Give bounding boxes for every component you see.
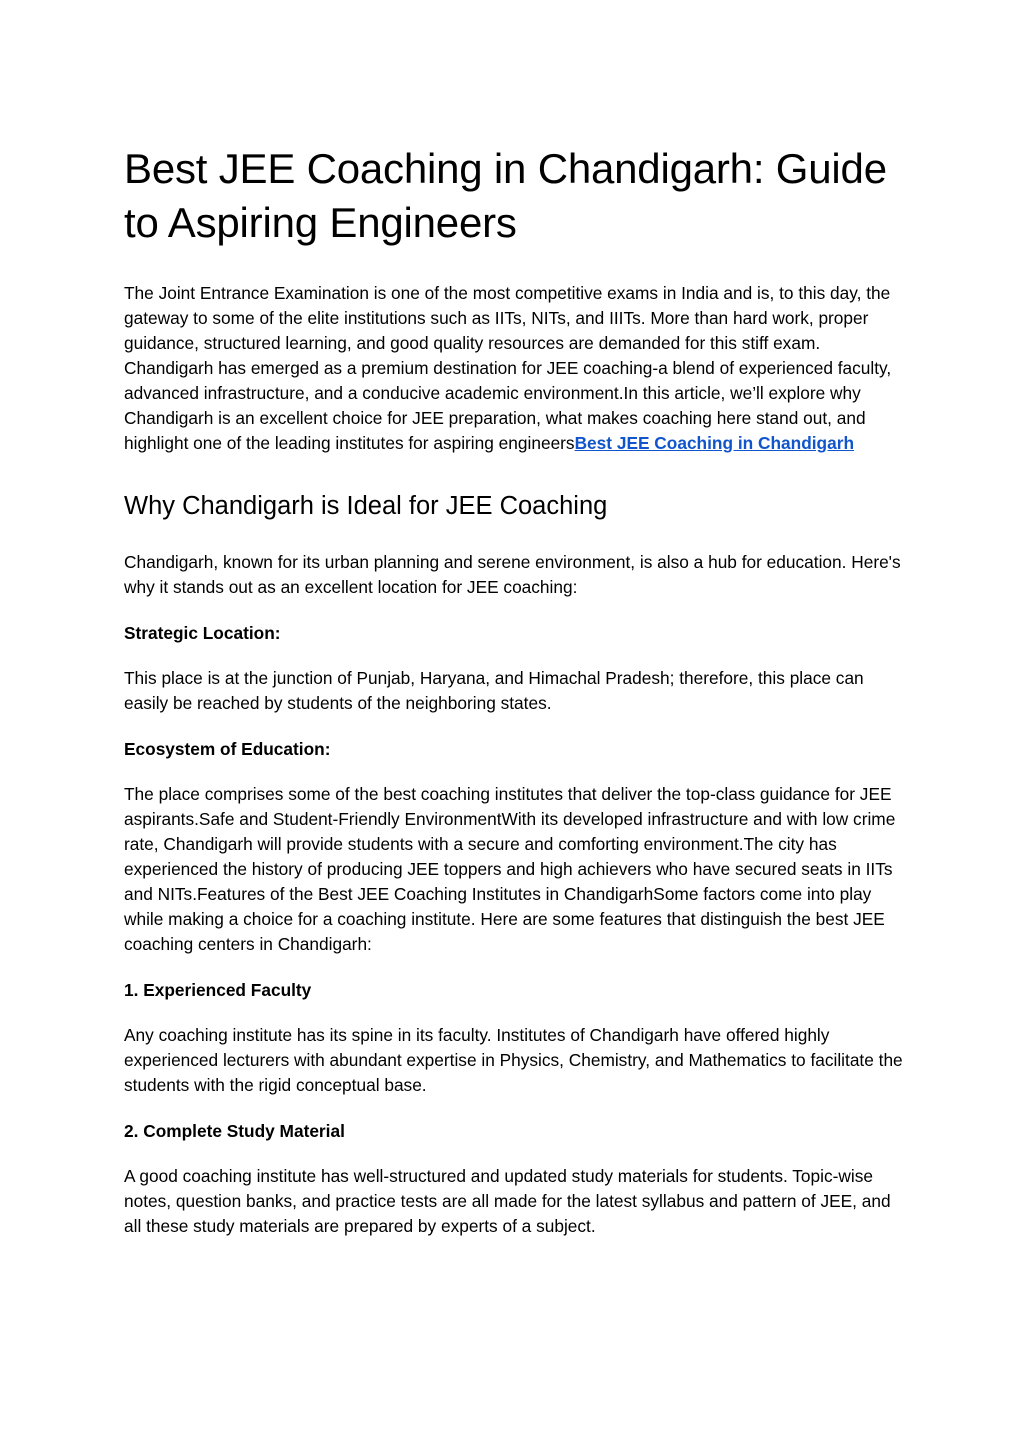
study-material-heading: 2. Complete Study Material <box>124 1121 345 1141</box>
ecosystem-heading: Ecosystem of Education: <box>124 739 331 759</box>
intro-paragraph <box>124 281 904 456</box>
strategic-location-paragraph: This place is at the junction of Punjab, Haryana, and Himachal Pradesh; therefore, this place can easily be reached by students of the neighboring states. <box>124 668 864 713</box>
strategic-location-heading: Strategic Location: <box>124 623 281 643</box>
why-chandigarh-paragraph: Chandigarh, known for its urban planning and serene environment, is also a hub for education. Here's why it stands out as an excellent location for JEE coaching: <box>124 552 901 597</box>
experienced-faculty-paragraph: Any coaching institute has its spine in its faculty. Institutes of Chandigarh have offered highly experienced lecturers with abundant expertise in Physics, Chemistry, and Mathematics to facilitate the students with the rigid conceptual base. <box>124 1025 903 1095</box>
page-title: Best JEE Coaching in Chandigarh: Guide to Aspiring Engineers <box>124 145 887 246</box>
ecosystem-paragraph: The place comprises some of the best coaching institutes that deliver the top-class guidance for JEE aspirants.Safe and Student-Friendly EnvironmentWith its developed infrastructure and with low crime rate, Chandigarh will provide students with a secure and comforting environment.The city has experienced the history of producing JEE toppers and high achievers who have secured seats in IITs and NITs.Features of the Best JEE Coaching Institutes in ChandigarhSome factors come into play while making a choice for a coaching institute. Here are some features that distinguish the best JEE coaching centers in Chandigarh: <box>124 784 896 954</box>
document-page <box>124 142 904 1239</box>
best-jee-coaching-link[interactable]: Best JEE Coaching in Chandigarh <box>574 433 854 453</box>
intro-text: The Joint Entrance Examination is one of the most competitive exams in India and is, to this day, the gateway to some of the elite institutions such as IITs, NITs, and IIITs. More than hard work, proper guidance, structured learning, and good quality resources are demanded for this stiff exam. Chandigarh has emerged as a premium destination for JEE coaching-a blend of experienced faculty, advanced infrastructure, and a conducive academic environment.In this article, we’ll explore why Chandigarh is an excellent choice for JEE preparation, what makes coaching here stand out, and highlight one of the leading institutes for aspiring engineers <box>124 283 892 453</box>
study-material-paragraph: A good coaching institute has well-structured and updated study materials for students. Topic-wise notes, question banks, and practice tests are all made for the latest syllabus and pattern of JEE, and all these study materials are prepared by experts of a subject. <box>124 1166 891 1236</box>
experienced-faculty-heading: 1. Experienced Faculty <box>124 980 312 1000</box>
why-chandigarh-heading: Why Chandigarh is Ideal for JEE Coaching <box>124 492 608 520</box>
